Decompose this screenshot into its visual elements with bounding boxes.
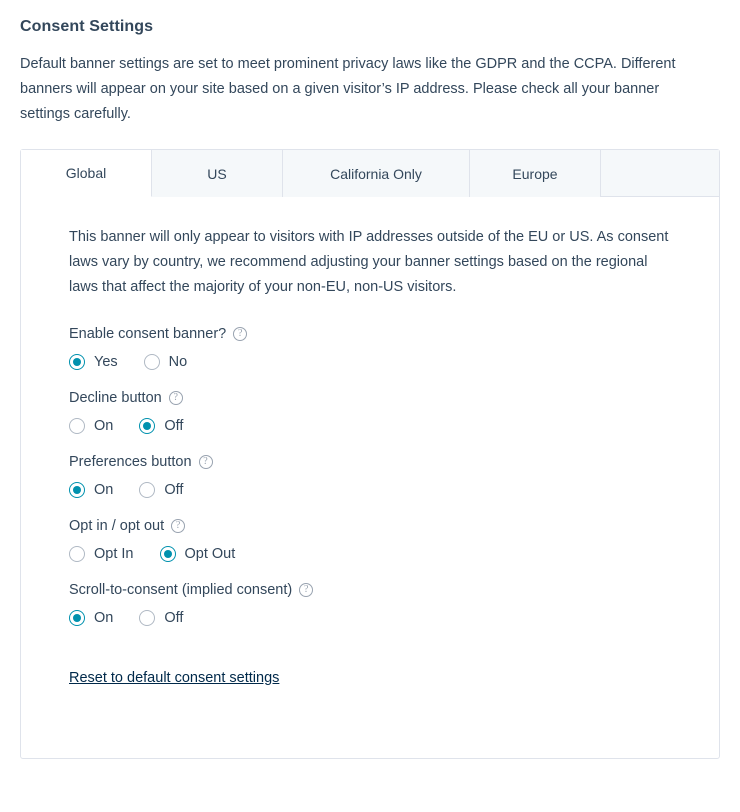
field-enable-consent-banner-label-text: Enable consent banner? — [69, 326, 227, 342]
field-opt-in-opt-out-label-text: Opt in / opt out — [69, 518, 165, 534]
tab-us-label: US — [207, 165, 227, 182]
tab-california-only[interactable] — [283, 150, 470, 197]
field-decline-button-label — [69, 390, 685, 406]
radio-option-label: On — [94, 418, 114, 434]
radio-option-label: Off — [164, 418, 184, 434]
field-scroll-to-consent-label-text: Scroll-to-consent (implied consent) — [69, 582, 293, 598]
tab-europe[interactable] — [470, 150, 601, 197]
radio-option-opt-out[interactable] — [160, 546, 236, 562]
field-opt-in-opt-out-label — [69, 518, 685, 534]
radio-option-label: Opt Out — [184, 546, 236, 562]
tab-global-label: Global — [65, 165, 107, 181]
radio-option-decline-off[interactable] — [139, 418, 183, 434]
radio-group-preferences-button — [69, 482, 685, 498]
help-icon[interactable]: ? — [233, 327, 247, 341]
radio-option-preferences-off[interactable] — [139, 482, 183, 498]
field-preferences-button — [69, 454, 685, 498]
field-scroll-to-consent — [69, 582, 685, 626]
radio-indicator[interactable] — [139, 418, 155, 434]
tab-global[interactable] — [21, 150, 152, 197]
radio-option-label: Off — [164, 482, 184, 498]
radio-option-label: On — [94, 610, 114, 626]
radio-indicator[interactable] — [69, 546, 85, 562]
radio-option-label: Yes — [94, 354, 118, 370]
radio-indicator[interactable] — [139, 610, 155, 626]
radio-group-enable-consent-banner — [69, 354, 685, 370]
radio-option-scroll-on[interactable] — [69, 610, 113, 626]
field-opt-in-opt-out — [69, 518, 685, 562]
radio-option-label: No — [168, 354, 188, 370]
radio-group-opt-in-opt-out — [69, 546, 685, 562]
radio-indicator[interactable] — [69, 418, 85, 434]
radio-option-opt-in[interactable] — [69, 546, 134, 562]
radio-group-decline-button — [69, 418, 685, 434]
page-intro-text: Default banner settings are set to meet prominent privacy laws like the GDPR and the CCPA. Different banners will appear on your site based on a given visitor’s IP address. Please check all your banner settings carefully. — [20, 56, 676, 122]
panel-description: This banner will only appear to visitors with IP addresses outside of the EU or US. As consent laws vary by country, we recommend adjusting your banner settings based on the regional laws that affect the majority of your non-EU, non-US visitors. — [69, 229, 669, 295]
radio-indicator[interactable] — [160, 546, 176, 562]
radio-option-decline-on[interactable] — [69, 418, 113, 434]
radio-indicator[interactable] — [69, 482, 85, 498]
tab-europe-label: Europe — [512, 165, 558, 182]
field-preferences-button-label-text: Preferences button — [69, 454, 192, 470]
radio-option-preferences-on[interactable] — [69, 482, 113, 498]
help-icon[interactable]: ? — [169, 391, 183, 405]
field-decline-button — [69, 390, 685, 434]
field-enable-consent-banner — [69, 326, 685, 370]
tab-panel-global — [21, 197, 719, 727]
tab-california-only-label: California Only — [330, 165, 422, 182]
radio-indicator[interactable] — [139, 482, 155, 498]
radio-option-label: Opt In — [94, 546, 134, 562]
consent-settings-card — [20, 149, 720, 759]
radio-indicator[interactable] — [144, 354, 160, 370]
tab-us[interactable] — [152, 150, 283, 197]
radio-option-enable-banner-no[interactable] — [144, 354, 188, 370]
radio-group-scroll-to-consent — [69, 610, 685, 626]
page-title: Consent Settings — [20, 18, 154, 35]
field-scroll-to-consent-label — [69, 582, 685, 598]
radio-option-scroll-off[interactable] — [139, 610, 183, 626]
tab-bar — [21, 150, 719, 197]
help-icon[interactable]: ? — [199, 455, 213, 469]
field-preferences-button-label — [69, 454, 685, 470]
radio-option-label: On — [94, 482, 114, 498]
help-icon[interactable]: ? — [171, 519, 185, 533]
radio-option-label: Off — [164, 610, 184, 626]
radio-option-enable-banner-yes[interactable] — [69, 354, 118, 370]
reset-to-default-consent-settings-link[interactable]: Reset to default consent settings — [69, 670, 280, 686]
field-decline-button-label-text: Decline button — [69, 390, 162, 406]
help-icon[interactable]: ? — [299, 583, 313, 597]
radio-indicator[interactable] — [69, 354, 85, 370]
field-enable-consent-banner-label — [69, 326, 685, 342]
radio-indicator[interactable] — [69, 610, 85, 626]
